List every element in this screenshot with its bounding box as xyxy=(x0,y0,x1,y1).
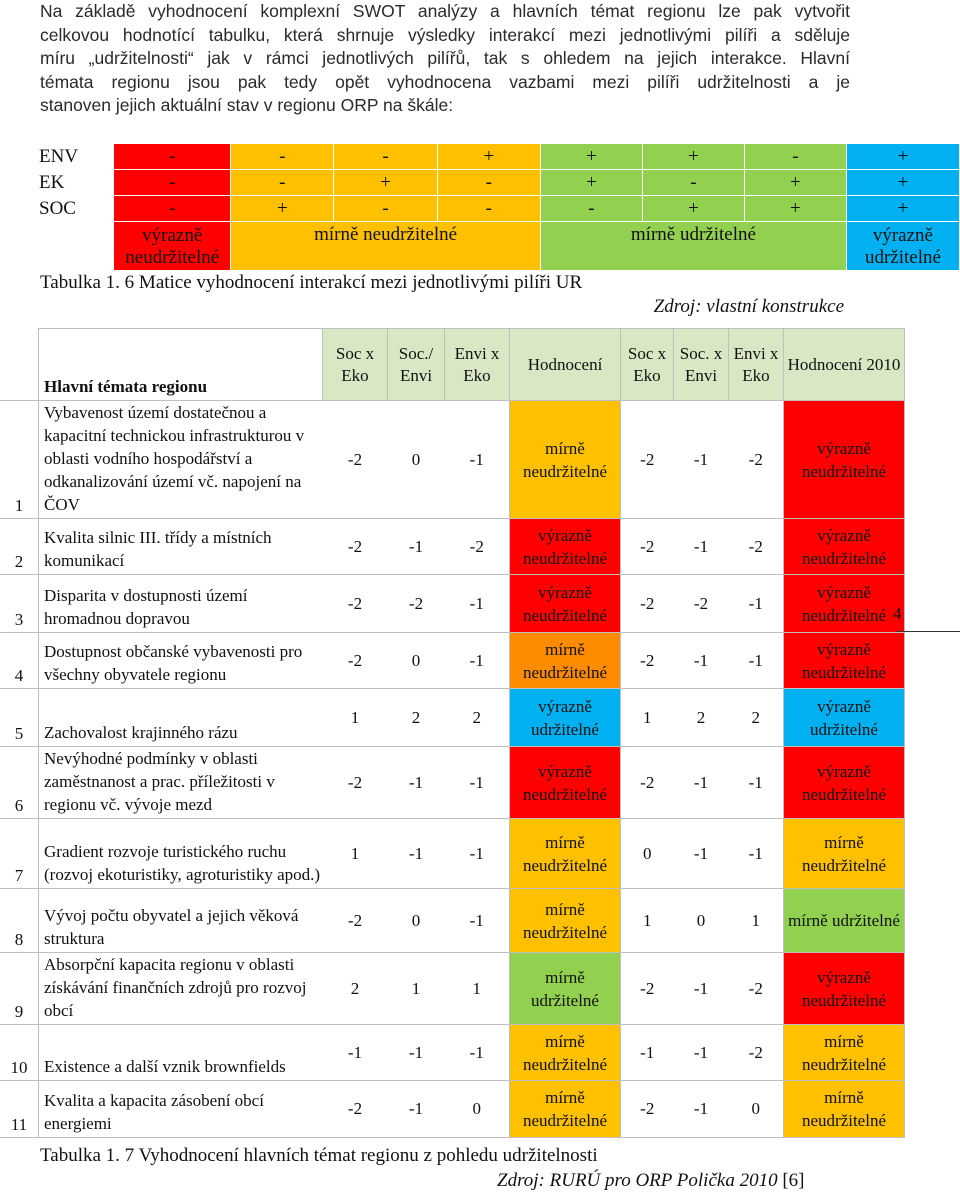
table-row xyxy=(0,633,905,689)
header-num xyxy=(0,329,39,401)
value-soc-eko-2010: -2 xyxy=(621,1081,674,1138)
row-theme: Kvalita a kapacita zásobení obcí energiemi xyxy=(39,1081,323,1138)
table-source-text: Zdroj: RURÚ pro ORP Polička 2010 xyxy=(497,1170,778,1191)
value-envi-eko: -2 xyxy=(445,519,510,575)
matrix-cell: - xyxy=(231,144,334,170)
value-soc-eko-2010: -2 xyxy=(621,633,674,689)
value-envi-eko: 1 xyxy=(445,953,510,1025)
intro-paragraph xyxy=(40,0,850,118)
value-soc-envi: 2 xyxy=(388,689,445,747)
value-soc-eko-2010: 0 xyxy=(621,819,674,889)
value-soc-eko-2010: -2 xyxy=(621,401,674,519)
matrix-cell: + xyxy=(642,144,744,170)
value-soc-envi: -2 xyxy=(388,575,445,633)
value-envi-eko-2010: -2 xyxy=(729,1025,784,1081)
matrix-cell: - xyxy=(437,170,540,196)
row-number: 7 xyxy=(0,819,39,889)
table-source xyxy=(497,1170,804,1192)
matrix-cell: - xyxy=(642,170,744,196)
value-soc-eko: -1 xyxy=(323,1025,388,1081)
table-row xyxy=(0,1025,905,1081)
scale-label: výrazně udržitelné xyxy=(846,222,959,271)
matrix-scale-spacer xyxy=(33,222,114,271)
header-rating-2010: Hodnocení 2010 xyxy=(784,329,905,401)
row-theme: Zachovalost krajinného rázu xyxy=(39,689,323,747)
value-envi-eko-2010: 2 xyxy=(729,689,784,747)
matrix-cell: + xyxy=(642,196,744,222)
header-soc-envi-2: Soc. x Envi xyxy=(674,329,729,401)
value-soc-envi-2010: -1 xyxy=(674,1025,729,1081)
themes-table xyxy=(0,328,905,1138)
value-soc-eko: 2 xyxy=(323,953,388,1025)
value-soc-eko: 1 xyxy=(323,689,388,747)
header-soc-envi: Soc./ Envi xyxy=(388,329,445,401)
matrix-cell: + xyxy=(846,170,959,196)
header-envi-eko-2: Envi x Eko xyxy=(729,329,784,401)
value-soc-envi-2010: -1 xyxy=(674,401,729,519)
matrix-cell: + xyxy=(540,144,642,170)
value-envi-eko: -1 xyxy=(445,819,510,889)
matrix-cell: - xyxy=(540,196,642,222)
row-theme: Existence a další vznik brownfields xyxy=(39,1025,323,1081)
table-caption: Tabulka 1. 7 Vyhodnocení hlavních témat regionu z pohledu udržitelnosti xyxy=(40,1145,598,1166)
matrix-row-label: EK xyxy=(33,170,114,196)
value-soc-envi: -1 xyxy=(388,747,445,819)
row-theme: Nevýhodné podmínky v oblasti zaměstnanost a prac. příležitosti v regionu vč. vývoje mezd xyxy=(39,747,323,819)
row-rating: mírně neudržitelné xyxy=(510,1081,621,1138)
row-number: 6 xyxy=(0,747,39,819)
row-theme: Absorpční kapacita regionu v oblasti získávání finančních zdrojů pro rozvoj obcí xyxy=(39,953,323,1025)
value-soc-envi-2010: 2 xyxy=(674,689,729,747)
value-soc-eko: -2 xyxy=(323,633,388,689)
value-envi-eko-2010: -1 xyxy=(729,819,784,889)
matrix-cell: + xyxy=(846,196,959,222)
table-source-ref: [6] xyxy=(782,1170,805,1191)
matrix-cell: + xyxy=(540,170,642,196)
value-envi-eko: -1 xyxy=(445,1025,510,1081)
intro-line: míru „udržitelnosti“ jak v rámci jednotlivých pilířů, tak s ohledem na jejich interakce. Hlavní xyxy=(40,48,850,68)
row-rating: výrazně neudržitelné xyxy=(510,575,621,633)
matrix-cell: - xyxy=(114,144,231,170)
table-row xyxy=(0,575,905,633)
matrix-scale-row xyxy=(33,222,960,271)
table-header-row xyxy=(0,329,905,401)
value-soc-eko-2010: -2 xyxy=(621,519,674,575)
row-rating-2010: výrazně neudržitelné xyxy=(784,633,905,689)
row-rating-2010: mírně neudržitelné xyxy=(784,819,905,889)
value-envi-eko-2010: -1 xyxy=(729,747,784,819)
header-soc-eko: Soc x Eko xyxy=(323,329,388,401)
table-row xyxy=(0,889,905,953)
row-rating: výrazně udržitelné xyxy=(510,689,621,747)
row-theme: Vybavenost území dostatečnou a kapacitní technickou infrastrukturou v oblasti vodního hospodářství a odkanalizování území vč. napojení na ČOV xyxy=(39,401,323,519)
scale-label: mírně neudržitelné xyxy=(231,222,541,271)
row-rating-2010: výrazně neudržitelné xyxy=(784,747,905,819)
row-rating: výrazně neudržitelné xyxy=(510,747,621,819)
row-rating: mírně neudržitelné xyxy=(510,819,621,889)
row-number: 10 xyxy=(0,1025,39,1081)
value-soc-envi-2010: -1 xyxy=(674,1081,729,1138)
row-rating-2010: výrazně neudržitelné xyxy=(784,519,905,575)
value-soc-envi: 0 xyxy=(388,633,445,689)
value-soc-eko-2010: -2 xyxy=(621,747,674,819)
row-rating-2010: výrazně udržitelné xyxy=(784,689,905,747)
matrix-cell: - xyxy=(334,196,437,222)
value-envi-eko-2010: -2 xyxy=(729,401,784,519)
intro-line: témata regionu jsou pak tedy opět vyhodnocena vazbami mezi pilíři udržitelnosti a je xyxy=(40,71,850,92)
row-number: 1 xyxy=(0,401,39,519)
table-row xyxy=(0,747,905,819)
row-number: 2 xyxy=(0,519,39,575)
value-soc-envi: 0 xyxy=(388,401,445,519)
value-soc-envi: -1 xyxy=(388,819,445,889)
value-soc-envi-2010: -1 xyxy=(674,819,729,889)
matrix-cell: + xyxy=(334,170,437,196)
row-theme: Kvalita silnic III. třídy a místních komunikací xyxy=(39,519,323,575)
value-soc-envi: -1 xyxy=(388,519,445,575)
sustainability-matrix xyxy=(33,143,960,271)
row-rating-2010: výrazně neudržitelné xyxy=(784,575,905,633)
header-envi-eko: Envi x Eko xyxy=(445,329,510,401)
value-soc-eko-2010: -2 xyxy=(621,575,674,633)
side-mark: 4 xyxy=(893,604,902,623)
value-envi-eko-2010: -2 xyxy=(729,519,784,575)
intro-line: celkovou hodnotící tabulku, která shrnuje výsledky interakcí mezi jednotlivými pilíři a sděluje xyxy=(40,24,850,45)
row-number: 9 xyxy=(0,953,39,1025)
value-soc-envi: -1 xyxy=(388,1081,445,1138)
row-theme: Vývoj počtu obyvatel a jejich věková struktura xyxy=(39,889,323,953)
value-soc-eko: -2 xyxy=(323,575,388,633)
table-row xyxy=(0,953,905,1025)
row-theme: Gradient rozvoje turistického ruchu (rozvoj ekoturistiky, agroturistiky apod.) xyxy=(39,819,323,889)
row-number: 5 xyxy=(0,689,39,747)
value-soc-eko: -2 xyxy=(323,401,388,519)
matrix-row-label: SOC xyxy=(33,196,114,222)
value-soc-envi-2010: -2 xyxy=(674,575,729,633)
row-rating: mírně neudržitelné xyxy=(510,401,621,519)
matrix-row-env xyxy=(33,144,960,170)
value-envi-eko-2010: 1 xyxy=(729,889,784,953)
header-soc-eko-2: Soc x Eko xyxy=(621,329,674,401)
value-envi-eko-2010: -1 xyxy=(729,575,784,633)
table-row xyxy=(0,689,905,747)
scale-label: výrazně neudržitelné xyxy=(114,222,231,271)
header-rating: Hodnocení xyxy=(510,329,621,401)
row-number: 8 xyxy=(0,889,39,953)
row-number: 11 xyxy=(0,1081,39,1138)
row-rating: výrazně neudržitelné xyxy=(510,519,621,575)
row-rating-2010: mírně neudržitelné xyxy=(784,1081,905,1138)
row-rating: mírně neudržitelné xyxy=(510,1025,621,1081)
value-soc-eko-2010: -1 xyxy=(621,1025,674,1081)
value-envi-eko: -1 xyxy=(445,401,510,519)
matrix-cell: - xyxy=(334,144,437,170)
intro-line: Na základě vyhodnocení komplexní SWOT analýzy a hlavních témat regionu lze pak vytvořit xyxy=(40,1,850,21)
row-rating-2010: mírně neudržitelné xyxy=(784,1025,905,1081)
row-number: 4 xyxy=(0,633,39,689)
row-rating-2010: mírně udržitelné xyxy=(784,889,905,953)
table-row xyxy=(0,519,905,575)
value-envi-eko: 2 xyxy=(445,689,510,747)
value-soc-envi-2010: 0 xyxy=(674,889,729,953)
value-envi-eko: -1 xyxy=(445,575,510,633)
matrix-caption: Tabulka 1. 6 Matice vyhodnocení interakcí mezi jednotlivými pilíři UR xyxy=(40,272,583,293)
matrix-cell: - xyxy=(437,196,540,222)
row-theme: Disparita v dostupnosti území hromadnou dopravou xyxy=(39,575,323,633)
value-soc-eko: -2 xyxy=(323,1081,388,1138)
matrix-cell: + xyxy=(846,144,959,170)
matrix-cell: - xyxy=(114,170,231,196)
value-soc-envi-2010: -1 xyxy=(674,519,729,575)
row-rating-2010: výrazně neudržitelné xyxy=(784,953,905,1025)
value-soc-eko-2010: 1 xyxy=(621,889,674,953)
value-envi-eko: -1 xyxy=(445,633,510,689)
value-soc-eko: -2 xyxy=(323,747,388,819)
value-soc-eko: 1 xyxy=(323,819,388,889)
scale-label: mírně udržitelné xyxy=(540,222,846,271)
value-soc-envi: -1 xyxy=(388,1025,445,1081)
value-soc-eko-2010: 1 xyxy=(621,689,674,747)
header-theme: Hlavní témata regionu xyxy=(39,329,323,401)
value-envi-eko-2010: -2 xyxy=(729,953,784,1025)
row-rating: mírně udržitelné xyxy=(510,953,621,1025)
value-soc-envi-2010: -1 xyxy=(674,633,729,689)
matrix-cell: - xyxy=(744,144,846,170)
value-envi-eko: -1 xyxy=(445,889,510,953)
matrix-row-soc xyxy=(33,196,960,222)
table-body xyxy=(0,401,905,1138)
table-row xyxy=(0,401,905,519)
row-theme: Dostupnost občanské vybavenosti pro všechny obyvatele regionu xyxy=(39,633,323,689)
intro-line: stanoven jejich aktuální stav v regionu ORP na škále: xyxy=(40,95,454,115)
table-row xyxy=(0,1081,905,1138)
matrix-cell: + xyxy=(744,170,846,196)
value-soc-eko-2010: -2 xyxy=(621,953,674,1025)
matrix-cell: - xyxy=(114,196,231,222)
row-number: 3 xyxy=(0,575,39,633)
matrix-cell: - xyxy=(231,170,334,196)
matrix-cell: + xyxy=(231,196,334,222)
matrix-cell: + xyxy=(744,196,846,222)
value-soc-eko: -2 xyxy=(323,519,388,575)
row-rating: mírně neudržitelné xyxy=(510,633,621,689)
value-envi-eko-2010: -1 xyxy=(729,633,784,689)
value-soc-eko: -2 xyxy=(323,889,388,953)
value-envi-eko-2010: 0 xyxy=(729,1081,784,1138)
value-soc-envi-2010: -1 xyxy=(674,747,729,819)
value-soc-envi: 1 xyxy=(388,953,445,1025)
row-rating: mírně neudržitelné xyxy=(510,889,621,953)
row-rating-2010: výrazně neudržitelné xyxy=(784,401,905,519)
value-envi-eko: -1 xyxy=(445,747,510,819)
table-row xyxy=(0,819,905,889)
value-soc-envi: 0 xyxy=(388,889,445,953)
matrix-row-ek xyxy=(33,170,960,196)
matrix-source: Zdroj: vlastní konstrukce xyxy=(653,296,844,317)
side-line xyxy=(897,631,960,632)
value-envi-eko: 0 xyxy=(445,1081,510,1138)
matrix-row-label: ENV xyxy=(33,144,114,170)
value-soc-envi-2010: -1 xyxy=(674,953,729,1025)
matrix-cell: + xyxy=(437,144,540,170)
